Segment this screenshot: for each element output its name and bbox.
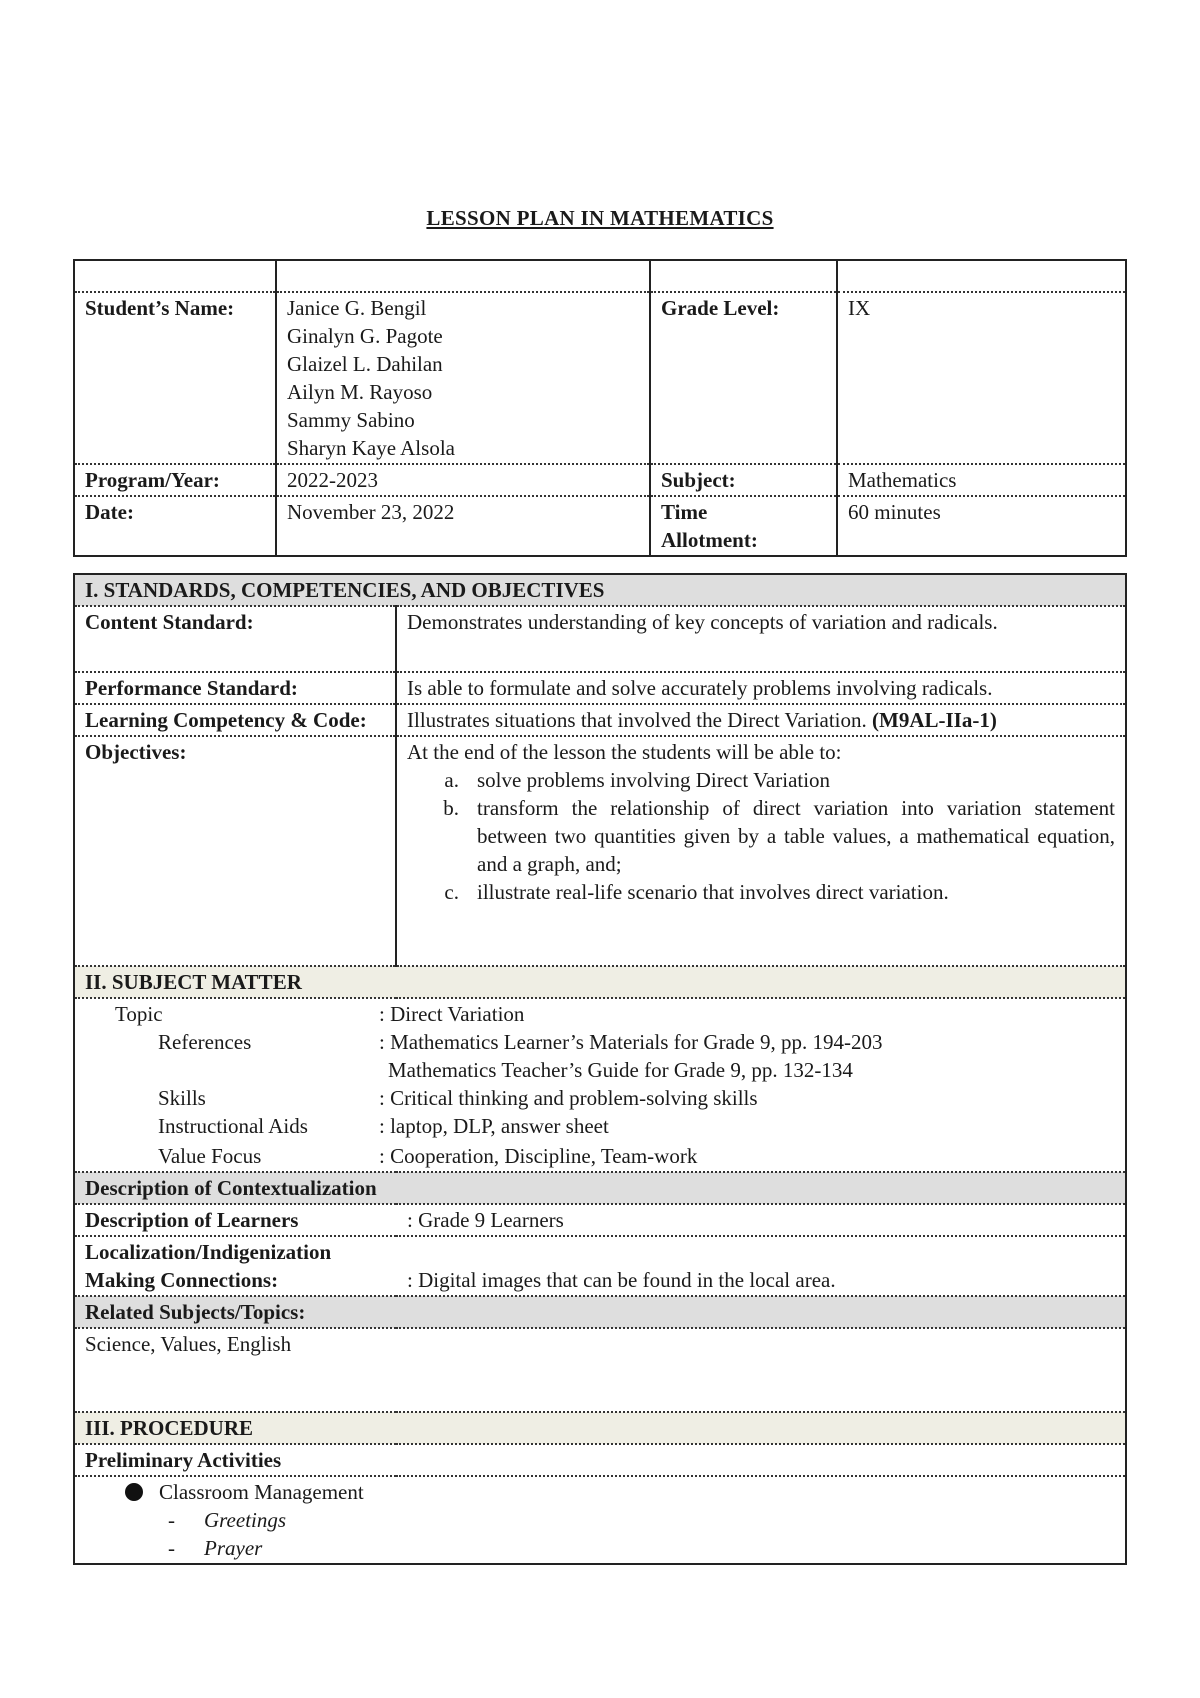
topic-row (85, 1000, 1115, 1028)
subject-matter-row (74, 998, 1126, 1172)
content-standard-value: Demonstrates understanding of key concepts of variation and radicals. (396, 606, 1126, 672)
performance-standard-label: Performance Standard: (74, 672, 396, 704)
student-name: Glaizel L. Dahilan (287, 352, 443, 376)
objectives-row (74, 736, 1126, 966)
student-name: Sharyn Kaye Alsola (287, 436, 455, 460)
topic-value: : Direct Variation (379, 1002, 525, 1026)
section-procedure-heading-row (74, 1412, 1126, 1444)
references-label: References (158, 1030, 252, 1054)
references-value-2: Mathematics Teacher’s Guide for Grade 9, pp. 132-134 (388, 1058, 853, 1082)
performance-standard-row (74, 672, 1126, 704)
related-subjects-heading-row (74, 1296, 1126, 1328)
time-allotment-label (650, 496, 837, 556)
value-focus-value: : Cooperation, Discipline, Team-work (379, 1144, 698, 1168)
grade-level-label: Grade Level: (650, 292, 837, 464)
value-focus-row (85, 1142, 1115, 1170)
references-row-2 (85, 1056, 1115, 1084)
procedure-item: - Prayer (168, 1536, 263, 1560)
objective-item (407, 794, 1115, 878)
objective-text: illustrate real-life scenario that involves direct variation. (477, 880, 949, 904)
objective-item (407, 878, 1115, 906)
performance-standard-value: Is able to formulate and solve accurately problems involving radicals. (396, 672, 1126, 704)
info-table (73, 259, 1127, 557)
subject-matter-cell (74, 998, 1126, 1172)
objectives-intro: At the end of the lesson the students will be able to: (407, 740, 842, 764)
objective-marker: b. (443, 796, 459, 820)
bullet-icon (125, 1483, 143, 1501)
info-row-program (74, 464, 1126, 496)
time-allotment-value: 60 minutes (837, 496, 1126, 556)
learners-label: Description of Learners (85, 1208, 299, 1232)
objectives-list (407, 766, 1115, 906)
program-year-value: 2022-2023 (276, 464, 650, 496)
objective-text: transform the relationship of direct variation into variation statement between two quantities given by a table values, a mathematical equation, and a graph, and; (477, 796, 1115, 876)
procedure-item-text: Prayer (204, 1536, 263, 1560)
content-standard-label: Content Standard: (74, 606, 396, 672)
subject-label: Subject: (650, 464, 837, 496)
objective-item (407, 766, 1115, 794)
related-subjects-value: Science, Values, English (74, 1328, 1126, 1412)
section-heading: II. SUBJECT MATTER (74, 966, 1126, 998)
lesson-plan-table (73, 573, 1127, 1565)
objective-text: solve problems involving Direct Variation (477, 768, 831, 792)
value-focus-label: Value Focus (158, 1144, 262, 1168)
instructional-aids-label: Instructional Aids (158, 1114, 308, 1138)
learners-row (74, 1204, 1126, 1236)
learning-competency-row (74, 704, 1126, 736)
objectives-cell (396, 736, 1126, 966)
instructional-aids-value: : laptop, DLP, answer sheet (379, 1114, 609, 1138)
competency-code: (M9AL-IIa-1) (872, 708, 997, 732)
program-year-label: Program/Year: (74, 464, 276, 496)
contextualization-heading-row (74, 1172, 1126, 1204)
date-value: November 23, 2022 (276, 496, 650, 556)
section-heading: I. STANDARDS, COMPETENCIES, AND OBJECTIVES (74, 574, 1126, 606)
time-label-line1: Time (661, 500, 708, 524)
references-row (85, 1028, 1115, 1056)
student-names (276, 292, 650, 464)
student-name: Janice G. Bengil (287, 296, 427, 320)
student-name: Sammy Sabino (287, 408, 415, 432)
learning-competency-value: Illustrates situations that involved the Direct Variation. (407, 708, 867, 732)
info-row-date (74, 496, 1126, 556)
section-subject-matter-heading-row (74, 966, 1126, 998)
time-label-line2: Allotment: (661, 528, 758, 552)
section-heading: Description of Contextualization (74, 1172, 1126, 1204)
subject-value: Mathematics (837, 464, 1126, 496)
section-standards-heading-row (74, 574, 1126, 606)
classroom-management-label: Classroom Management (159, 1480, 364, 1504)
skills-row (85, 1084, 1115, 1112)
document-title: LESSON PLAN IN MATHEMATICS (426, 206, 774, 230)
learning-competency-cell (396, 704, 1126, 736)
student-name: Ginalyn G. Pagote (287, 324, 443, 348)
procedure-item-text: Greetings (204, 1508, 287, 1532)
objectives-label: Objectives: (74, 736, 396, 966)
info-blank-row (74, 260, 1126, 292)
date-label: Date: (74, 496, 276, 556)
skills-label: Skills (158, 1086, 206, 1110)
learners-value: : Grade 9 Learners (407, 1208, 564, 1232)
localization-label: Localization/Indigenization (85, 1240, 332, 1264)
related-subjects-row (74, 1328, 1126, 1412)
skills-value: : Critical thinking and problem-solving skills (379, 1086, 758, 1110)
section-heading: Related Subjects/Topics: (74, 1296, 1126, 1328)
section-heading: III. PROCEDURE (74, 1412, 1126, 1444)
student-name-label: Student’s Name: (74, 292, 276, 464)
classroom-management-row (74, 1476, 1126, 1564)
preliminary-activities-row (74, 1444, 1126, 1476)
making-connections-value: : Digital images that can be found in the local area. (407, 1268, 836, 1292)
learning-competency-label: Learning Competency & Code: (74, 704, 396, 736)
references-value: : Mathematics Learner’s Materials for Grade 9, pp. 194-203 (379, 1030, 883, 1054)
grade-level-value: IX (837, 292, 1126, 464)
content-standard-row (74, 606, 1126, 672)
instructional-aids-row (85, 1112, 1115, 1140)
topic-label: Topic (115, 1002, 163, 1026)
student-name: Ailyn M. Rayoso (287, 380, 433, 404)
making-connections-label: Making Connections: (85, 1268, 279, 1292)
info-row-students (74, 292, 1126, 464)
procedure-item: - Greetings (168, 1508, 287, 1532)
objective-marker: a. (444, 768, 459, 792)
preliminary-activities-label: Preliminary Activities (74, 1444, 1126, 1476)
localization-row (74, 1236, 1126, 1296)
objective-marker: c. (444, 880, 459, 904)
